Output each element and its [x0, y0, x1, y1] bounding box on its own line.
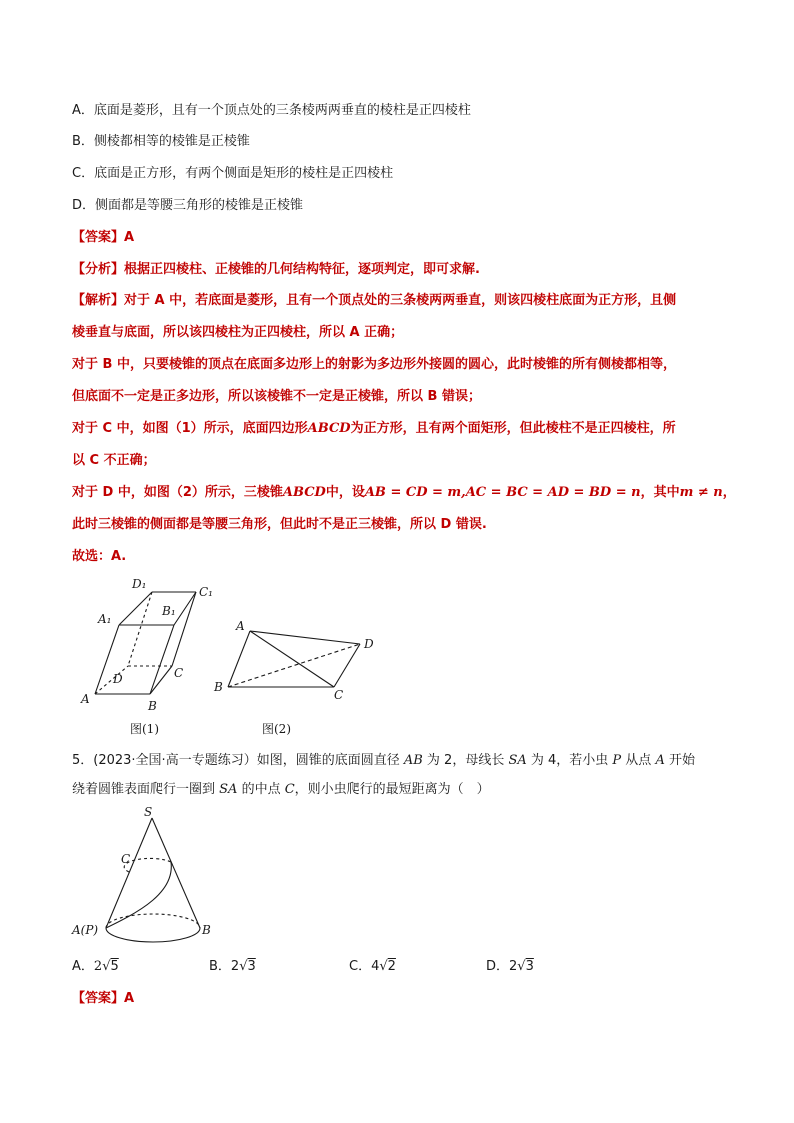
label-c1: C₁ — [199, 585, 213, 599]
label-b: B — [148, 699, 157, 713]
sqrt-icon: √ — [102, 959, 111, 974]
option-coefficient: 4 — [371, 959, 380, 974]
label-a1: A₁ — [98, 612, 112, 626]
cone-base-front — [106, 928, 200, 942]
label-a-p: A(P) — [72, 923, 99, 937]
option-coefficient: 2 — [509, 959, 518, 974]
option-radicand: 3 — [525, 959, 534, 974]
q4-analysis: 【分析】根据正四棱柱、正棱锥的几何结构特征，逐项判定，即可求解. — [72, 262, 480, 277]
q4-solution-line-6: 以 C 不正确； — [72, 453, 156, 468]
math-a: A — [655, 753, 665, 768]
label-a: A — [236, 619, 245, 633]
label-b1: B₁ — [162, 604, 176, 618]
option-letter: D． — [486, 959, 510, 974]
label-b: B — [214, 680, 223, 694]
text-segment: 为 2，母线长 — [422, 753, 509, 768]
text-segment: ，则小虫爬行的最短距离为（ ） — [294, 782, 490, 797]
text-segment: 开始 — [664, 753, 695, 768]
q4-option-d: D．侧面都是等腰三角形的棱锥是正棱锥 — [72, 198, 304, 213]
edge-b-c — [150, 666, 172, 694]
math-sa: SA — [219, 782, 238, 797]
label-b: B — [202, 923, 211, 937]
q5-option-d — [486, 958, 534, 976]
cone-generatrix-sa — [106, 818, 152, 928]
q4-choice: 故选：A. — [72, 549, 127, 564]
figure-1-caption: 图(1) — [130, 722, 159, 736]
sqrt-icon: √ — [517, 959, 526, 974]
edge-a1-d1 — [119, 592, 152, 625]
text-segment: 绕着圆锥表面爬行一圈到 — [72, 782, 220, 797]
text-segment: ， — [722, 485, 736, 500]
option-coefficient: 2 — [230, 959, 240, 974]
q4-solution-line-8: 此时三棱锥的侧面都是等腰三角形，但此时不是正三棱锥，所以 D 错误. — [72, 517, 487, 532]
math-ab: AB — [403, 753, 423, 768]
q5-option-c — [349, 958, 396, 976]
q4-solution-line-2: 棱垂直与底面，所以该四棱柱为正四棱柱，所以 A 正确； — [72, 325, 404, 340]
math-equations: AB = CD = m,AC = BC = AD = BD = n — [364, 485, 641, 500]
q5-option-b — [209, 958, 256, 976]
text-segment: 为 4，若小虫 — [526, 753, 613, 768]
cone-path-back-hidden — [124, 858, 171, 872]
q4-solution-line-7 — [72, 484, 736, 502]
q5-stem-line-2 — [72, 781, 490, 799]
edge-b1-b — [150, 625, 174, 694]
edge-c-d — [334, 644, 360, 687]
text-segment: 从点 — [621, 753, 656, 768]
q4-solution-line-4: 但底面不一定是正多边形，所以该棱锥不一定是正棱锥，所以 B 错误； — [72, 389, 481, 404]
option-radicand: 2 — [387, 959, 396, 974]
math-m-neq-n: m ≠ n — [679, 485, 723, 500]
edge-d1-d-hidden — [128, 592, 152, 666]
edge-b-d-hidden — [228, 644, 360, 687]
cone-generatrix-sb — [152, 818, 200, 928]
q4-solution-line-5 — [72, 420, 676, 438]
label-d: D — [364, 637, 374, 651]
figure-cone — [70, 800, 230, 960]
math-abcd: ABCD — [282, 485, 326, 500]
text-segment: 的中点 — [237, 782, 285, 797]
q5-option-a — [72, 958, 119, 976]
text-segment: ，其中 — [640, 485, 680, 500]
option-radicand: 5 — [110, 959, 119, 974]
q4-option-b: B．侧棱都相等的棱锥是正棱锥 — [72, 134, 250, 149]
cone-shortest-path — [106, 862, 171, 928]
label-d: D — [113, 672, 123, 686]
math-p: P — [612, 753, 622, 768]
q5-stem-line-1 — [72, 752, 695, 770]
label-c: C — [121, 852, 131, 866]
option-letter: B． — [209, 959, 231, 974]
option-coefficient: 2 — [93, 959, 103, 974]
q4-answer: 【答案】A — [72, 230, 135, 245]
q4-option-c: C．底面是正方形，有两个侧面是矩形的棱柱是正四棱柱 — [72, 166, 394, 181]
label-d1: D₁ — [132, 577, 147, 591]
option-letter: A． — [72, 959, 94, 974]
text-segment: 对于 C 中，如图（1）所示，底面四边形 — [72, 421, 308, 436]
text-segment: 中，设 — [325, 485, 365, 500]
math-sa: SA — [508, 753, 527, 768]
text-segment: 5．(2023·全国·高一专题练习）如图，圆锥的底面圆直径 — [72, 753, 404, 768]
label-a: A — [81, 692, 90, 706]
text-segment: 对于 D 中，如图（2）所示，三棱锥 — [72, 485, 283, 500]
edge-c1-b1 — [174, 592, 196, 625]
edge-a-b — [228, 631, 250, 687]
figure-1-prism — [80, 570, 230, 740]
figure-2-tetrahedron — [210, 612, 385, 740]
sqrt-icon: √ — [379, 959, 388, 974]
q4-solution-line-3: 对于 B 中，只要棱锥的顶点在底面多边形上的射影为多边形外接圆的圆心，此时棱锥的所有侧棱都相等， — [72, 357, 676, 372]
label-c: C — [174, 666, 184, 680]
q4-option-a: A．底面是菱形，且有一个顶点处的三条棱两两垂直的棱柱是正四棱柱 — [72, 103, 471, 118]
text-segment: 为正方形，且有两个面矩形，但此棱柱不是正四棱柱，所 — [350, 421, 676, 436]
math-c: C — [284, 782, 295, 797]
option-radicand: 3 — [247, 959, 256, 974]
figure-2-caption: 图(2) — [262, 722, 291, 736]
label-s: S — [144, 805, 153, 819]
math-abcd: ABCD — [307, 421, 351, 436]
q5-answer: 【答案】A — [72, 991, 135, 1006]
q4-solution-line-1: 【解析】对于 A 中，若底面是菱形，且有一个顶点处的三条棱两两垂直，则该四棱柱底面为正方形，且侧 — [72, 293, 677, 308]
label-c: C — [334, 688, 344, 702]
option-letter: C． — [349, 959, 372, 974]
sqrt-icon: √ — [239, 959, 248, 974]
